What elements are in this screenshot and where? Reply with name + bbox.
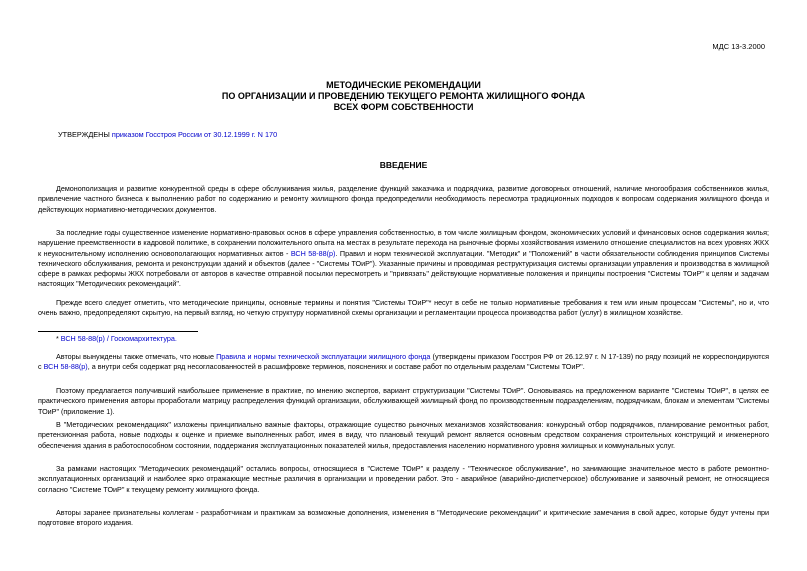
- paragraph-4-text-a: Авторы вынуждены также отмечать, что новые: [56, 352, 217, 361]
- footnote-marker: *: [56, 334, 61, 343]
- document-title: [0, 80, 807, 113]
- paragraph-8: Авторы заранее признательны коллегам - разработчикам и практикам за возможные дополнения, изменения в "Методические рекомендации" и критические замечания в свой адрес, которые будут учтены при подготовке второго издания.: [38, 508, 769, 528]
- title-line-1: МЕТОДИЧЕСКИЕ РЕКОМЕНДАЦИИ: [326, 80, 481, 90]
- footnote: [56, 334, 177, 344]
- technical-operation-rules-link[interactable]: Правила и нормы технической эксплуатации жилищного фонда: [216, 352, 431, 361]
- paragraph-2-text-b: . Правил и норм технической эксплуатации. "Методик" и "Положений" в части обязательности соблюдения принципов Системы технического обслуживания, ремонта и реконструкции зданий и объектов (далее - "Системы ТОиР"). Указанные причины и проводимая реструктуризация системы организации управления и производства в жилищной сфере в рамках реформы ЖКХ потребовали от авторов в качестве отправной посылки пересмотреть и "привязать" действующие нормативные положения и принципы построения "Системы ТОиР" к целям и задачам настоящих "Методических рекомендаций".: [38, 248, 769, 289]
- paragraph-1: Демонополизация и развитие конкурентной среды в сфере обслуживания жилья, разделение функций заказчика и подрядчика, развитие договорных отношений, наличие многообразия собственников жилья, привлечение частного бизнеса к выполнению работ по содержанию и ремонту жилищного фонда предопределили необходимость пересмотра традиционных подходов к вопросам содержания жилищного фонда и действующих нормативно-методических документов.: [38, 184, 769, 214]
- document-code: МДС 13-3.2000: [712, 42, 765, 51]
- paragraph-2: [38, 228, 769, 290]
- footnote-divider: [38, 331, 198, 332]
- paragraph-4-text-c: , а внутри себя содержат ряд несогласованностей в расшифровке терминов, пояснениях и составе работ по отдельным разделам "Системы ТОиР".: [87, 362, 585, 372]
- paragraph-5: Поэтому предлагается получивший наибольшее применение в практике, по мнению экспертов, вариант структуризации "Системы ТОиР". Основываясь на предложенном варианте "Системы ТОиР", в целях ее практического применения авторы проработали матрицу распределения функций организации, обслуживающей жилищный фонд по производственным подразделениям, подрядчикам, блокам и элементам "Системы ТОиР" (приложение 1).: [38, 386, 769, 416]
- approval-line: [58, 130, 277, 140]
- paragraph-4-text-b: (утверждены приказом Госстроя РФ от 26.12.97 г. N 17-139) по ряду позиций не корреспондируются с: [38, 352, 770, 372]
- approval-prefix: УТВЕРЖДЕНЫ: [58, 130, 112, 139]
- paragraph-7: За рамками настоящих "Методических рекомендаций" остались вопросы, относящиеся в "Системе ТОиР" к разделу - "Техническое обслуживание", но занимающие значительное место в работе ремонтно-эксплуатационных организаций и наиболее ярко отражающие местные различия в организации и проведении работ. Это - аварийное (аварийно-диспетчерское) обслуживание и заявочный ремонт, не относящиеся согласно "Системе ТОиР" к текущему ремонту жилищного фонда.: [38, 464, 769, 494]
- paragraph-6: В "Методических рекомендациях" изложены принципиально важные факторы, отражающие существо рыночных механизмов хозяйствования: конкурсный отбор подрядчиков, планирование ремонтных работ, претензионная работа, новые подходы к оценке и приемке выполненных работ, имея в виду, что плановый текущий ремонт является основным средством сохранения строительных конструкций и инженерного обеспечения здания в работоспособном состоянии, поддержания эксплуатационных показателей жилья, предоставления населению нормативного уровня жилищных и коммунальных услуг.: [38, 420, 769, 450]
- footnote-vsn-link[interactable]: ВСН 58-88(р) / Госкомархитектура.: [60, 334, 177, 343]
- section-heading-introduction: ВВЕДЕНИЕ: [379, 160, 428, 170]
- paragraph-3: Прежде всего следует отметить, что методические принципы, основные термины и понятия "Системы ТОиР"* несут в себе не только нормативные требования к тем или иным процессам "Системы", но и, что очень важно, предопределяют скрытую, на первый взгляд, но четкую структуру нормативной схемы организации и регламентации процесса производства работ (услуг) в жилищном хозяйстве.: [38, 298, 769, 318]
- approval-order-link[interactable]: приказом Госстроя России от 30.12.1999 г. N 170: [111, 130, 278, 139]
- paragraph-4: [38, 352, 769, 373]
- title-line-3: ВСЕХ ФОРМ СОБСТВЕННОСТИ: [333, 102, 474, 112]
- title-line-2: ПО ОРГАНИЗАЦИИ И ПРОВЕДЕНИЮ ТЕКУЩЕГО РЕМОНТА ЖИЛИЩНОГО ФОНДА: [221, 91, 586, 101]
- vsn-58-88-link[interactable]: ВСН 58-88(р): [290, 248, 336, 258]
- vsn-58-88-link-2[interactable]: ВСН 58-88(р): [43, 362, 88, 372]
- paragraph-2-text-a: За последние годы существенное изменение нормативно-правовых основ в сфере управления собственностью, в том числе жилищным фондом, экономических условий и финансовых основ содержания жилья; нарушение преемственности в кадровой политике, в сохранении положительного опыта на местах в результате перехода на рыночные формы хозяйствования изменило отношение специалистов на всех уровнях ЖКХ к неукоснительному исполнению основополагающих нормативных актов -: [38, 228, 769, 258]
